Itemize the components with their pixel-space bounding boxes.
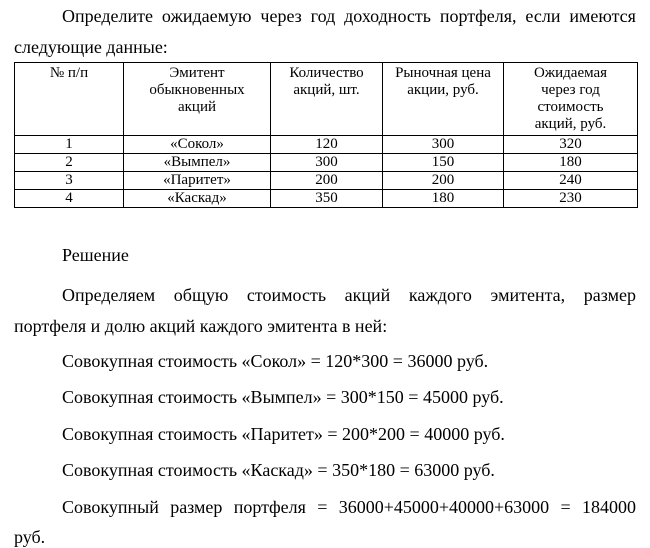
header-line: акций, руб. — [534, 116, 607, 132]
cell-quantity: 300 — [271, 154, 383, 172]
cell-quantity: 120 — [271, 136, 383, 154]
word: размер — [583, 285, 636, 305]
cell-expected-value: 180 — [504, 154, 638, 172]
cell-number: 1 — [15, 136, 124, 154]
word: Определяем — [62, 285, 156, 305]
cell-issuer: «Сокол» — [124, 136, 271, 154]
word: стоимость — [246, 285, 327, 305]
portfolio-table — [14, 62, 638, 208]
total-line-1 — [62, 497, 636, 517]
word: если — [525, 6, 561, 26]
header-market-price — [383, 63, 504, 136]
header-line: через год — [541, 82, 600, 98]
cell-expected-value: 320 — [504, 136, 638, 154]
header-number — [15, 63, 124, 136]
cell-number: 4 — [15, 190, 124, 208]
word: через — [260, 6, 302, 26]
cell-expected-value: 240 — [504, 172, 638, 190]
intro-line-2: следующие данные: — [14, 37, 168, 57]
word: акций — [344, 285, 391, 305]
cell-expected-value: 230 — [504, 190, 638, 208]
header-expected-value — [504, 63, 638, 136]
word: = — [560, 497, 571, 517]
header-issuer — [124, 63, 271, 136]
table-row — [15, 172, 638, 190]
intro-line-1 — [62, 6, 636, 26]
calc-paritet: Совокупная стоимость «Паритет» = 200*200 = 40000 руб. — [62, 424, 505, 444]
word: каждого — [408, 285, 472, 305]
header-line: стоимость — [537, 99, 604, 115]
cell-market-price: 200 — [383, 172, 504, 190]
header-line: акций — [177, 99, 217, 115]
cell-quantity: 200 — [271, 172, 383, 190]
word: доходность — [344, 6, 431, 26]
header-line: Рыночная цена — [395, 65, 491, 81]
header-line: Эмитент — [169, 65, 225, 81]
total-line-2: руб. — [14, 527, 46, 547]
calc-kaskad: Совокупная стоимость «Каскад» = 350*180 = 63000 руб. — [62, 460, 495, 480]
header-quantity — [271, 63, 383, 136]
header-line: обыкновенных — [149, 82, 245, 98]
cell-issuer: «Паритет» — [124, 172, 271, 190]
cell-market-price: 180 — [383, 190, 504, 208]
calc-vympel: Совокупная стоимость «Вымпел» = 300*150 = 45000 руб. — [62, 387, 504, 407]
para1-line-2: портфеля и долю акций каждого эмитента в ней: — [14, 316, 388, 336]
calc-sokol: Совокупная стоимость «Сокол» = 120*300 = 36000 руб. — [62, 351, 489, 371]
solution-heading: Решение — [62, 245, 129, 265]
header-line: акций, шт. — [293, 82, 360, 98]
table-body — [15, 136, 638, 208]
header-line: № п/п — [49, 65, 89, 81]
cell-market-price: 300 — [383, 136, 504, 154]
word: Определите — [62, 6, 154, 26]
word: общую — [173, 285, 229, 305]
cell-market-price: 150 — [383, 154, 504, 172]
cell-issuer: «Вымпел» — [124, 154, 271, 172]
header-line: акции, руб. — [407, 82, 479, 98]
word: год — [310, 6, 336, 26]
para1-line-1 — [62, 285, 636, 305]
table-row — [15, 154, 638, 172]
table-row — [15, 136, 638, 154]
word: имеются — [569, 6, 636, 26]
word: портфеля — [233, 497, 306, 517]
table-row — [15, 190, 638, 208]
word: портфеля, — [439, 6, 517, 26]
cell-quantity: 350 — [271, 190, 383, 208]
word: = — [317, 497, 328, 517]
table-header-row — [15, 63, 638, 136]
word: 36000+45000+40000+63000 — [338, 497, 550, 517]
header-line: Количество — [289, 65, 364, 81]
word: эмитента, — [490, 285, 566, 305]
header-line: Ожидаемая — [533, 65, 608, 81]
word: размер — [170, 497, 223, 517]
cell-number: 2 — [15, 154, 124, 172]
cell-number: 3 — [15, 172, 124, 190]
word: 184000 — [581, 497, 636, 517]
word: ожидаемую — [161, 6, 252, 26]
cell-issuer: «Каскад» — [124, 190, 271, 208]
word: Совокупный — [62, 497, 159, 517]
